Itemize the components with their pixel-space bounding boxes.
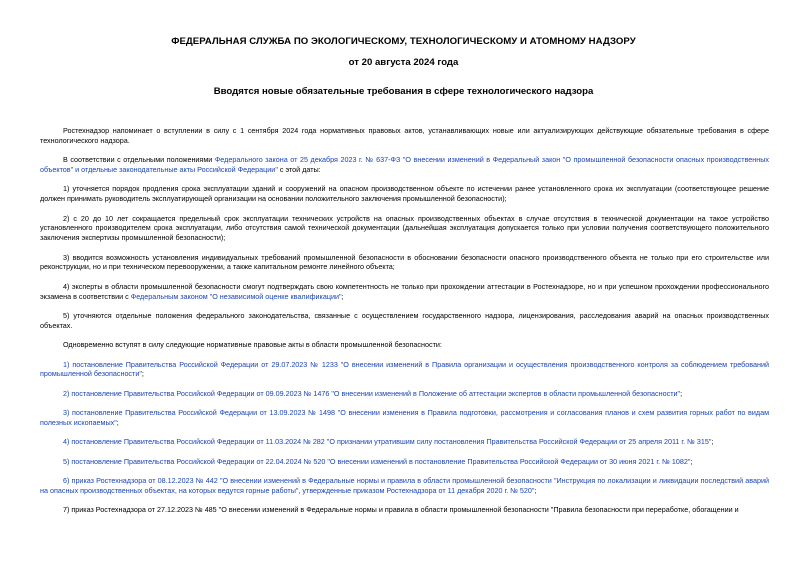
act-link-6[interactable]: приказ Ростехнадзора от 08.12.2023 № 442 "О внесении изменений в Федеральные нормы и правила в области промышленной безопасности "Инструкция по локализации и ликвидации последствий аварий на опасных производственных объектах, на которых ведутся горные работы", утвержденные приказом Ростехнадзора от 11 декабря 2020 г. № 520": [40, 476, 769, 495]
item4-text-post: ;: [341, 291, 344, 301]
agency-heading: ФЕДЕРАЛЬНАЯ СЛУЖБА ПО ЭКОЛОГИЧЕСКОМУ, ТЕХНОЛОГИЧЕСКОМУ И АТОМНОМУ НАДЗОРУ: [171, 36, 636, 47]
act-number: 6): [63, 476, 72, 486]
act-item-4: [40, 437, 769, 447]
federal-law-637-link[interactable]: Федерального закона от 25 декабря 2023 г. № 637-ФЗ "О внесении изменений в Федеральный закон "О промышленной безопасности опасных производственных объектов" и отдельные законодательные акты Российской Федерации": [40, 155, 769, 174]
law-text-pre: В соответствии с отдельными положениями: [63, 155, 215, 165]
act-number: 7): [63, 505, 72, 515]
act-punct: ;: [690, 456, 693, 466]
intro-paragraph: Ростехнадзор напоминает о вступлении в силу с 1 сентября 2024 года нормативных правовых актов, устанавливающих новые или актуализирующих действующие обязательные требования в сфере технологического надзора.: [40, 126, 769, 145]
act-number: 1): [63, 359, 73, 369]
act-link-4[interactable]: постановление Правительства Российской Федерации от 11.03.2024 № 282 "О признании утратившим силу постановления Правительства Российской Федерации от 25 апреля 2011 г. № 315": [71, 437, 712, 447]
law-paragraph: [40, 155, 769, 175]
act-item-3: [40, 408, 769, 428]
act-punct: ;: [141, 369, 144, 379]
act-punct: ;: [711, 437, 714, 447]
document-title: Вводятся новые обязательные требования в сфере технологического надзора: [213, 86, 594, 97]
act-item-1: [40, 360, 769, 380]
act-number: 3): [63, 408, 73, 418]
act-number: 4): [63, 437, 72, 447]
act-text-7: приказ Ростехнадзора от 27.12.2023 № 485 "О внесении изменений в Федеральные нормы и правила в области промышленной безопасности "Правила безопасности при переработке, обогащении и: [71, 505, 739, 515]
act-link-2[interactable]: постановление Правительства Российской Федерации от 09.09.2023 № 1476 "О внесении изменений в Положение об аттестации экспертов в области промышленной безопасности": [71, 388, 681, 398]
list-item-5: 5) уточняются отдельные положения федерального законодательства, связанные с осуществлением государственного надзора, лицензирования, расследования аварий на опасных производственных объектах.: [40, 310, 769, 330]
list-item-2: 2) с 20 до 10 лет сокращается предельный срок эксплуатации технических устройств на опасных производственных объектах в случае отсутствия в технической документации на такое устройство установленного производителем срока эксплуатации, либо отсутствия самой технической документации (дальнейшая эксплуатация допускается только при условии получения соответствующего положительного заключения экспертизы промышленной безопасности);: [40, 213, 769, 243]
item4-text-pre: 4) эксперты в области промышленной безопасности смогут подтверждать свою компетентность не только при прохождении аттестации в Ростехнадзоре, но и при успешном прохождении профессионального экзамена в соответствии с: [40, 281, 769, 301]
act-punct: ;: [680, 388, 683, 398]
document-date: от 20 августа 2024 года: [348, 57, 459, 68]
simultaneous-acts-paragraph: Одновременно вступят в силу следующие нормативные правовые акты в области промышленной безопасности:: [63, 340, 442, 350]
act-number: 5): [63, 456, 72, 466]
list-item-4: [40, 282, 769, 302]
list-item-3: 3) вводится возможность установления индивидуальных требований промышленной безопасности в обосновании безопасности опасного производственного объекта не только при его строительстве или реконструкции, но и при техническом перевооружении, а также капитальном ремонте линейного объекта;: [40, 252, 769, 272]
document-body: [40, 126, 769, 525]
act-number: 2): [63, 388, 72, 398]
act-punct: ;: [534, 485, 537, 495]
qualification-law-link[interactable]: Федеральным законом "О независимой оценке квалификации": [130, 291, 342, 301]
act-item-6: [40, 476, 769, 496]
act-item-2: [40, 389, 769, 399]
act-punct: ;: [116, 417, 119, 427]
act-link-1[interactable]: постановление Правительства Российской Федерации от 29.07.2023 № 1233 "О внесении изменений в Правила организации и осуществления производственного контроля за соблюдением требований промышленной безопасности": [40, 359, 770, 379]
act-link-5[interactable]: постановление Правительства Российской Федерации от 22.04.2024 № 520 "О внесении изменений в постановление Правительства Российской Федерации от 30 июня 2021 г. № 1082": [71, 456, 691, 466]
law-text-post: с этой даты:: [277, 164, 321, 174]
act-link-3[interactable]: постановление Правительства Российской Федерации от 13.09.2023 № 1498 "О внесении изменения в Правила подготовки, рассмотрения и согласования планов и схем развития горных работ по видам полезных ископаемых": [40, 408, 770, 427]
act-item-7: [40, 505, 769, 515]
act-item-5: [40, 457, 769, 467]
list-item-1: 1) уточняется порядок продления срока эксплуатации зданий и сооружений на опасном производственном объекте по истечении ранее установленного срока их эксплуатации (соответствующее решение должен принимать руководитель эксплуатирующей организации на основании положительного заключения промышленной безопасности);: [40, 184, 769, 204]
